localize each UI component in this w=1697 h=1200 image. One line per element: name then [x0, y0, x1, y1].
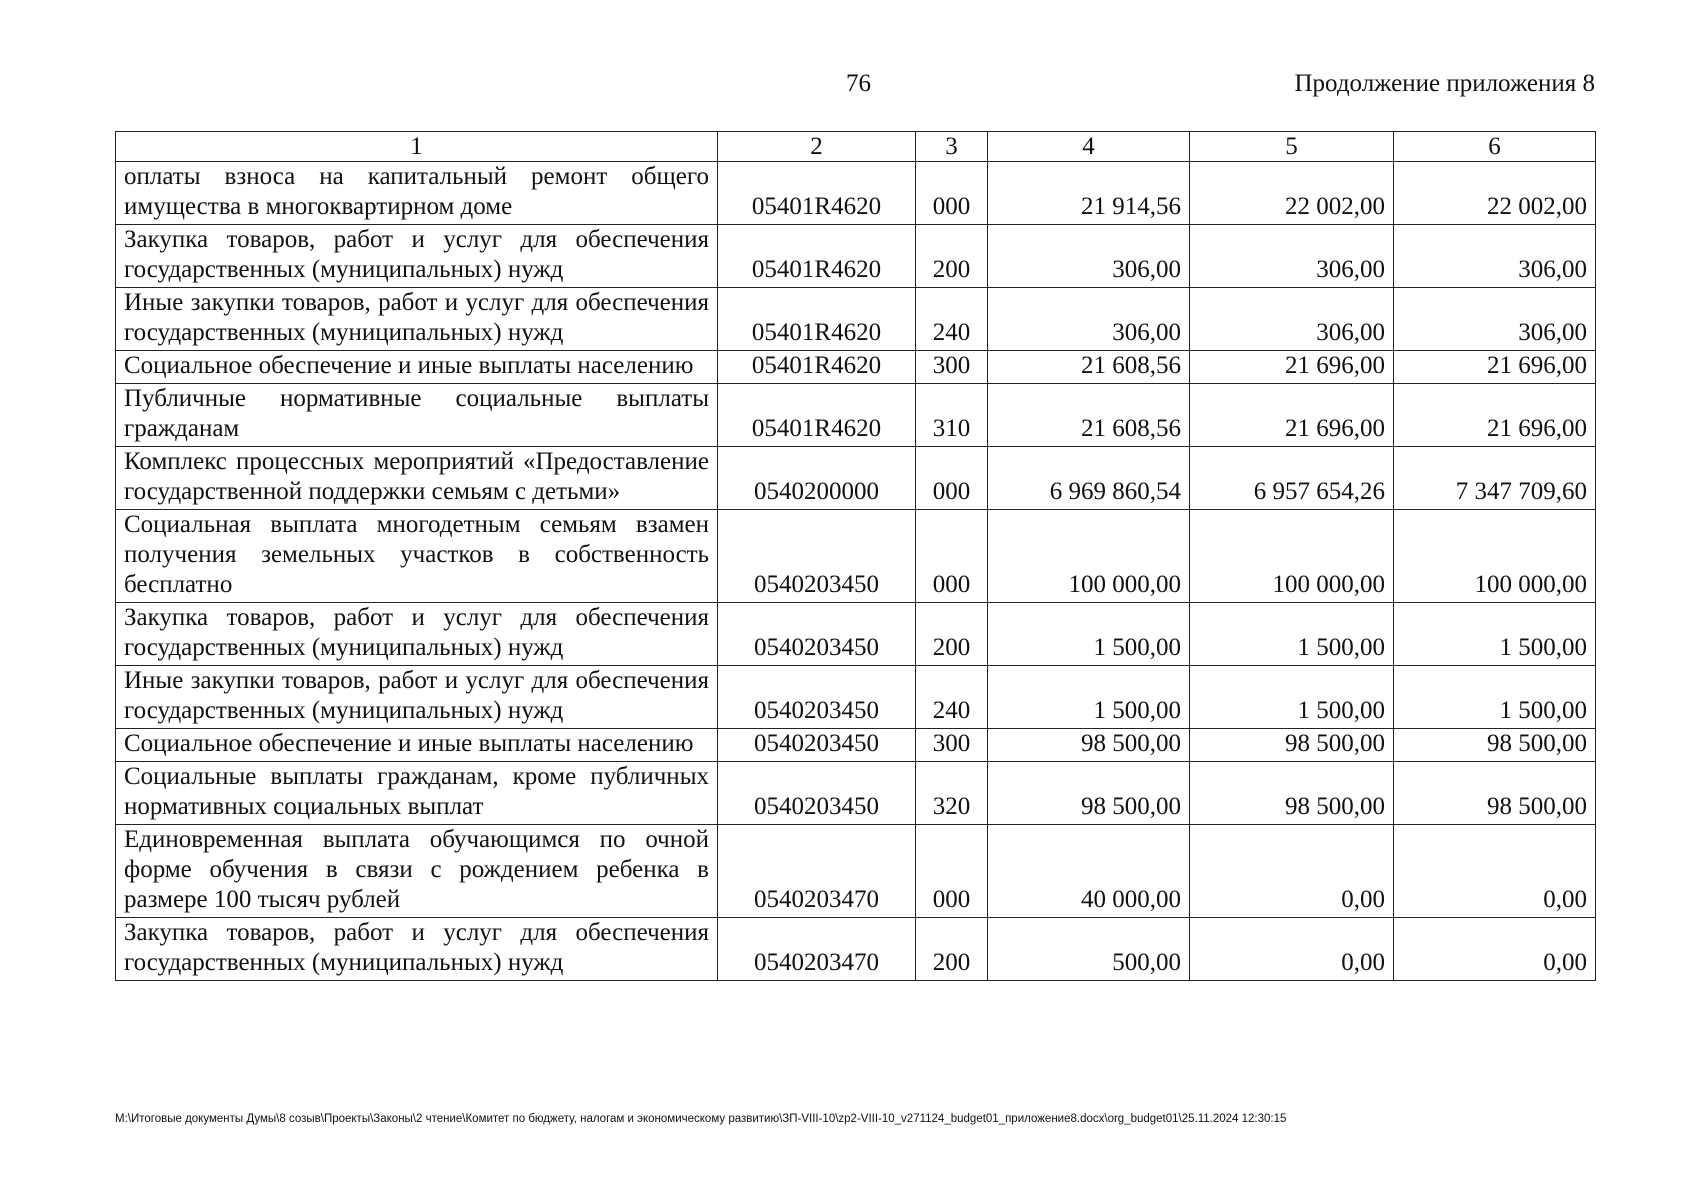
page-number: 76	[846, 70, 871, 97]
target-article-code: 05401R4620	[718, 162, 916, 225]
amount-col6: 22 002,00	[1394, 162, 1596, 225]
table-row	[116, 447, 1596, 510]
amount-col6: 1 500,00	[1394, 603, 1596, 666]
column-header: 2	[718, 132, 916, 162]
target-article-code: 0540200000	[718, 447, 916, 510]
expense-kind-code: 300	[916, 351, 988, 384]
amount-col6: 0,00	[1394, 918, 1596, 981]
item-name: Закупка товаров, работ и услуг для обеспечения государственных (муниципальных) нужд	[116, 918, 718, 981]
amount-col4: 21 608,56	[988, 351, 1190, 384]
target-article-code: 05401R4620	[718, 384, 916, 447]
amount-col6: 1 500,00	[1394, 666, 1596, 729]
table-row	[116, 510, 1596, 603]
table-row	[116, 162, 1596, 225]
column-header: 1	[116, 132, 718, 162]
item-name: Социальные выплаты гражданам, кроме публичных нормативных социальных выплат	[116, 762, 718, 825]
budget-table	[115, 131, 1596, 981]
table-row	[116, 666, 1596, 729]
amount-col5: 1 500,00	[1190, 666, 1394, 729]
amount-col4: 500,00	[988, 918, 1190, 981]
table-row	[116, 351, 1596, 384]
table-row	[116, 384, 1596, 447]
amount-col6: 21 696,00	[1394, 384, 1596, 447]
amount-col4: 21 608,56	[988, 384, 1190, 447]
amount-col4: 6 969 860,54	[988, 447, 1190, 510]
amount-col5: 98 500,00	[1190, 729, 1394, 762]
amount-col6: 100 000,00	[1394, 510, 1596, 603]
amount-col6: 306,00	[1394, 225, 1596, 288]
expense-kind-code: 240	[916, 288, 988, 351]
amount-col6: 7 347 709,60	[1394, 447, 1596, 510]
expense-kind-code: 200	[916, 603, 988, 666]
expense-kind-code: 240	[916, 666, 988, 729]
table-row	[116, 918, 1596, 981]
item-name: Закупка товаров, работ и услуг для обеспечения государственных (муниципальных) нужд	[116, 603, 718, 666]
expense-kind-code: 320	[916, 762, 988, 825]
target-article-code: 0540203470	[718, 918, 916, 981]
item-name: Иные закупки товаров, работ и услуг для обеспечения государственных (муниципальных) нужд	[116, 666, 718, 729]
target-article-code: 0540203470	[718, 825, 916, 918]
amount-col4: 98 500,00	[988, 762, 1190, 825]
amount-col6: 21 696,00	[1394, 351, 1596, 384]
amount-col5: 21 696,00	[1190, 351, 1394, 384]
column-header: 6	[1394, 132, 1596, 162]
document-file-path: M:\Итоговые документы Думы\8 созыв\Проекты\Законы\2 чтение\Комитет по бюджету, налогам и экономическому развитию\ЗП-VIII-10\zp2-VIII-10_v271124_budget01_приложение8.docx\org_budget01\25.11.2024 12:30:15	[115, 1113, 1287, 1125]
item-name: Социальная выплата многодетным семьям взамен получения земельных участков в собственность бесплатно	[116, 510, 718, 603]
target-article-code: 0540203450	[718, 603, 916, 666]
expense-kind-code: 300	[916, 729, 988, 762]
expense-kind-code: 000	[916, 510, 988, 603]
table-row	[116, 729, 1596, 762]
item-name: Публичные нормативные социальные выплаты гражданам	[116, 384, 718, 447]
table-row	[116, 225, 1596, 288]
amount-col5: 306,00	[1190, 288, 1394, 351]
item-name: Комплекс процессных мероприятий «Предоставление государственной поддержки семьям с детьми»	[116, 447, 718, 510]
table-row	[116, 762, 1596, 825]
expense-kind-code: 000	[916, 447, 988, 510]
item-name: Социальное обеспечение и иные выплаты населению	[116, 351, 718, 384]
amount-col4: 21 914,56	[988, 162, 1190, 225]
amount-col6: 98 500,00	[1394, 762, 1596, 825]
column-header: 5	[1190, 132, 1394, 162]
amount-col4: 1 500,00	[988, 603, 1190, 666]
amount-col4: 306,00	[988, 225, 1190, 288]
expense-kind-code: 000	[916, 162, 988, 225]
amount-col4: 306,00	[988, 288, 1190, 351]
target-article-code: 0540203450	[718, 666, 916, 729]
amount-col5: 1 500,00	[1190, 603, 1394, 666]
expense-kind-code: 200	[916, 918, 988, 981]
expense-kind-code: 200	[916, 225, 988, 288]
amount-col6: 0,00	[1394, 825, 1596, 918]
expense-kind-code: 310	[916, 384, 988, 447]
amount-col6: 306,00	[1394, 288, 1596, 351]
column-header: 4	[988, 132, 1190, 162]
target-article-code: 05401R4620	[718, 225, 916, 288]
amount-col5: 100 000,00	[1190, 510, 1394, 603]
amount-col5: 0,00	[1190, 918, 1394, 981]
continuation-heading: Продолжение приложения 8	[1294, 70, 1595, 97]
item-name: оплаты взноса на капитальный ремонт общего имущества в многоквартирном доме	[116, 162, 718, 225]
target-article-code: 0540203450	[718, 729, 916, 762]
amount-col5: 6 957 654,26	[1190, 447, 1394, 510]
target-article-code: 05401R4620	[718, 351, 916, 384]
table-row	[116, 288, 1596, 351]
amount-col4: 40 000,00	[988, 825, 1190, 918]
target-article-code: 05401R4620	[718, 288, 916, 351]
table-row	[116, 825, 1596, 918]
item-name: Единовременная выплата обучающимся по очной форме обучения в связи с рождением ребенка в размере 100 тысяч рублей	[116, 825, 718, 918]
target-article-code: 0540203450	[718, 762, 916, 825]
amount-col5: 98 500,00	[1190, 762, 1394, 825]
expense-kind-code: 000	[916, 825, 988, 918]
amount-col6: 98 500,00	[1394, 729, 1596, 762]
amount-col5: 306,00	[1190, 225, 1394, 288]
column-header: 3	[916, 132, 988, 162]
amount-col5: 22 002,00	[1190, 162, 1394, 225]
amount-col4: 98 500,00	[988, 729, 1190, 762]
amount-col5: 0,00	[1190, 825, 1394, 918]
amount-col5: 21 696,00	[1190, 384, 1394, 447]
column-number-row	[116, 132, 1596, 162]
target-article-code: 0540203450	[718, 510, 916, 603]
item-name: Иные закупки товаров, работ и услуг для обеспечения государственных (муниципальных) нужд	[116, 288, 718, 351]
item-name: Социальное обеспечение и иные выплаты населению	[116, 729, 718, 762]
table-row	[116, 603, 1596, 666]
amount-col4: 100 000,00	[988, 510, 1190, 603]
item-name: Закупка товаров, работ и услуг для обеспечения государственных (муниципальных) нужд	[116, 225, 718, 288]
amount-col4: 1 500,00	[988, 666, 1190, 729]
